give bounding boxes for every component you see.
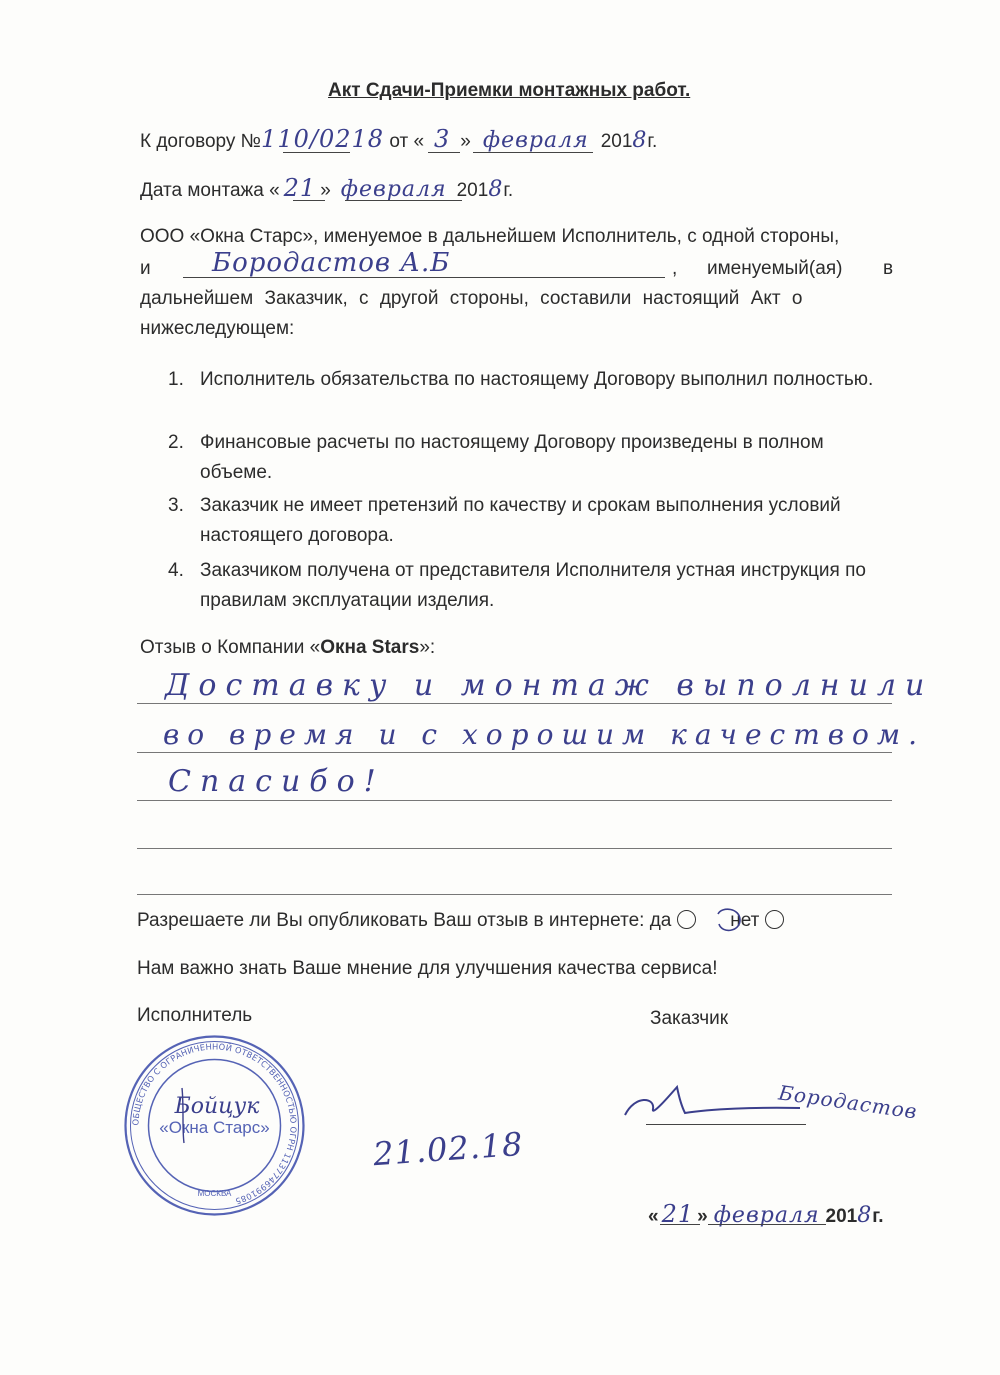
review-rule-1 [137,703,892,704]
install-mid: » [320,180,331,201]
install-day: 21 [283,174,317,202]
list-item-number: 2. [168,432,184,453]
review-line-2: во время и с хорошим качеством. [163,718,926,751]
customer-label: Заказчик [650,1008,729,1029]
contract-number-underline [283,152,350,153]
contract-number: 110/0218 [261,125,385,153]
intro-line-3: дальнейшем Заказчик, с другой стороны, составили настоящий Акт о [140,288,803,309]
list-item-number: 1. [168,369,184,390]
comma: , [672,258,678,279]
list-item-text: Заказчик не имеет претензий по качеству и срокам выполнения условий настоящего договора. [200,495,841,546]
list-item-text: Исполнитель обязательства по настоящему Договору выполнил полностью. [200,369,874,390]
executor-date-handwritten: 21.02.18 [371,1124,525,1174]
customer-date-suffix: г. [872,1206,884,1227]
list-item-text: Финансовые расчеты по настоящему Договору произведены в полном объеме. [200,432,824,483]
review-rule-2 [137,752,892,753]
intro-named: именуемый(ая) [707,258,843,279]
publish-question-line [137,910,784,932]
document-title: Акт Сдачи-Приемки монтажных работ. [328,80,691,101]
install-day-underline [293,200,325,201]
customer-date-year-digit: 8 [857,1203,873,1228]
customer-name-underline [183,277,665,278]
intro-line-4: нижеследующем: [140,318,295,339]
list-item-text: Заказчиком получена от представителя Исполнителя устная инструкция по правилам эксплуатации изделия. [200,560,866,611]
publish-no-radio[interactable] [765,910,784,929]
contract-year-digit: 8 [632,128,648,153]
list-item-number: 3. [168,495,184,516]
install-prefix: Дата монтажа « [140,180,280,201]
company-stamp [122,1033,307,1218]
install-year-digit: 8 [488,177,504,202]
install-date-line [140,174,513,202]
review-label [140,637,435,659]
intro-line-1: ООО «Окна Старс», именуемое в дальнейшем Исполнитель, с одной стороны, [140,226,840,247]
review-rule-3 [137,800,892,801]
stamp-ring-text: ОБЩЕСТВО С ОГРАНИЧЕННОЙ ОТВЕТСТВЕННОСТЬЮ ОГРН 1137746991085 [130,1041,299,1207]
customer-signature-name: Бородастов [777,1080,920,1124]
install-suffix: г. [503,180,514,201]
publish-no-label: нет [730,910,760,931]
stamp-company-name: «Окна Старс» [159,1118,270,1137]
review-line-1: Доставку и монтаж выполнили [165,668,934,703]
list-item-number: 4. [168,560,184,581]
install-month-underline [345,200,462,201]
stamp-signature: Бойцук [174,1094,260,1119]
review-line-3: Спасибо! [168,764,385,799]
important-note: Нам важно знать Ваше мнение для улучшения качества сервиса! [137,958,718,979]
review-company: Окна Stars [320,637,420,658]
customer-date-day: 21 [661,1200,695,1228]
yes-handwritten-mark [712,904,746,938]
customer-date-close: » [697,1206,708,1227]
intro-and: и [140,258,151,279]
review-label-prefix: Отзыв о Компании « [140,637,321,658]
contract-mid: » [460,131,471,152]
install-year-prefix: 201 [456,180,489,201]
contract-day-underline [428,152,460,153]
contract-month: февраля [482,128,589,153]
review-label-suffix: »: [419,637,436,658]
contract-month-underline [473,152,593,153]
publish-question: Разрешаете ли Вы опубликовать Ваш отзыв в интернете: [137,910,645,931]
stamp-city: МОСКВА [197,1189,232,1198]
contract-year-prefix: 201 [600,131,633,152]
publish-yes-label: да [649,910,672,931]
contract-prefix: К договору № [140,131,262,152]
contract-day: 3 [434,125,451,153]
executor-label: Исполнитель [137,1005,253,1026]
customer-date-open: « [648,1206,659,1227]
review-rule-5 [137,894,892,895]
customer-name-handwritten: Бородастов А.Б [212,248,451,278]
customer-date-month: февраля [713,1203,820,1228]
customer-signature-line [646,1124,806,1125]
contract-suffix: г. [647,131,658,152]
intro-in: в [883,258,894,279]
contract-from: от « [389,131,425,152]
publish-yes-radio[interactable] [677,910,696,929]
contract-line [140,125,657,153]
customer-date-day-underline [660,1224,700,1225]
review-rule-4 [137,848,892,849]
customer-date-year-prefix: 201 [825,1206,858,1227]
install-month: февраля [340,177,447,202]
customer-date-month-underline [708,1224,826,1225]
